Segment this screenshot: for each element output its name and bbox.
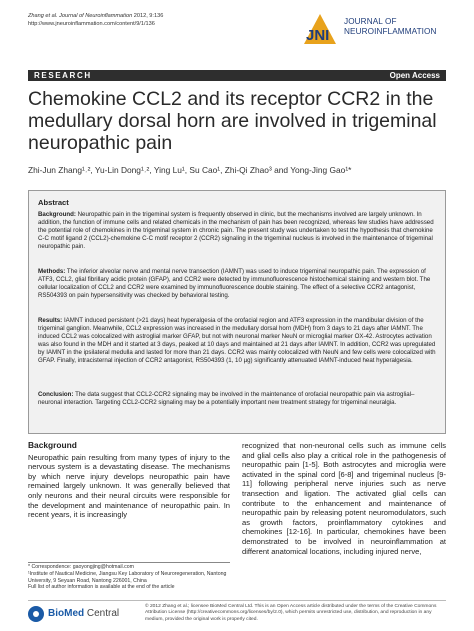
abstract-results <box>38 317 438 366</box>
citation-authors: Zhang et al. <box>28 13 58 19</box>
author-info-note: Full list of author information is available at the end of the article <box>28 584 175 591</box>
abstract-heading: Abstract <box>38 198 69 207</box>
article-url[interactable]: http://www.jneuroinflammation.com/content/9/1/136 <box>28 21 155 27</box>
article-type-bar <box>28 70 446 81</box>
abstract-results-label: Results: <box>38 317 63 324</box>
body-right-text: recognized that non-neuronal cells such as immune cells and glial cells also play a critical role in the pathogenesis of neuropathic pain [1-5]. Both astrocytes and microglia were activated in the spinal cord [6-8] and trigeminal nucleus [9-11] following peripheral nerve injuries such as nerve transection and ligation. The activated glial cells can contribute to the enhancement and maintenance of neuropathic pain by releasing potent neuromodulators, such as growth factors, proinflammatory cytokines and chemokines [12-16]. In particular, chemokines have been demonstrated to be involved in neuroinflammation at different anatomical locations, including injured nerve, <box>242 441 446 556</box>
section-heading-background: Background <box>28 440 77 450</box>
brand-rest: Central <box>84 608 120 619</box>
abstract-background <box>38 211 438 251</box>
abstract-conclusion-text: The data suggest that CCL2-CCR2 signaling may be involved in the maintenance of orofacial neuropathic pain via astroglial–neuronal interaction. Targeting CCL2-CCR2 signaling may be a potentially important new treatment strategy for trigeminal neuralgia. <box>38 391 415 407</box>
abstract-background-text: Neuropathic pain in the trigeminal system is frequently observed in clinic, but the mechanisms involved are largely unknown. In addition, the function of immune cells and related chemicals in the mechanism of pain has been recognized, whereas few studies have addressed the potential role of chemokines in the trigeminal system in chronic pain. The present study was undertaken to test the hypothesis that chemokine C-C motif ligand 2 (CCL2)-chemokine C-C motif receptor 2 (CCR2) signaling in the trigeminal nucleus is involved in the maintenance of trigeminal neuropathic pain. <box>38 211 434 251</box>
body-left-column <box>28 441 230 520</box>
citation-header <box>28 12 163 28</box>
footnotes <box>28 564 230 591</box>
abstract-methods-text: The inferior alveolar nerve and mental nerve transection (IAMNT) was used to induce trigeminal neuropathic pain. The expression of ATF3, CCL2, glial fibrillary acidic protein (GFAP), and CCR2 were detected by immunofluorescence histochemical staining and western blot. The cellular localization of CCL2 and CCR2 were examined by immunofluorescence double staining. The effect of a selective CCR2 antagonist, RS504393 on pain hypersensitivity was checked by behavioral testing. <box>38 268 431 300</box>
article-type-label: RESEARCH <box>34 71 92 80</box>
citation-journal: Journal of Neuroinflammation <box>59 13 133 19</box>
correspondence-note: * Correspondence: gaoyongjing@hotmail.com <box>28 564 134 570</box>
license-text: © 2012 Zhang et al.; licensee BioMed Central Ltd. This is an Open Access article distributed under the terms of the Creative Commons Attribution License (http://creativecommons.org/licenses/by/2.0), which permits unrestricted use, distribution, and reproduction in any medium, provided the original work is properly cited. <box>145 604 437 622</box>
abstract-methods <box>38 268 438 300</box>
abstract-box <box>28 190 446 434</box>
open-access-label: Open Access <box>389 71 440 80</box>
journal-logo <box>300 10 450 52</box>
citation-volume: 2012, 9:136 <box>133 13 164 19</box>
abstract-conclusion <box>38 391 438 407</box>
abstract-methods-label: Methods: <box>38 268 66 275</box>
logo-line-2: NEUROINFLAMMATION <box>344 26 437 36</box>
abstract-background-label: Background: <box>38 211 76 218</box>
logo-mark-text: JNI <box>306 27 330 44</box>
biomed-central-logo <box>28 604 148 624</box>
jni-logo-icon <box>300 10 342 48</box>
biomed-central-icon <box>28 606 44 622</box>
logo-wordmark <box>344 17 437 36</box>
article-title: Chemokine CCL2 and its receptor CCR2 in the medullary dorsal horn are involved in trigeminal neuropathic pain <box>28 88 437 154</box>
abstract-conclusion-label: Conclusion: <box>38 391 74 398</box>
affiliation-note: ¹Institute of Nautical Medicine, Jiangsu Key Laboratory of Neuroregeneration, Nantong University, 9 Seyuan Road, Nantong 226001, China <box>28 570 227 584</box>
body-left-text: Neuropathic pain resulting from many types of injury to the nervous system is a devastating disease. The mechanisms by which nerve injury develops neuropathic pain have remained largely unknown. It was generally believed that only neurons and their neural circuits were responsible for the development and maintenance of neuropathic pain. In recent years, it is increasingly <box>28 452 230 520</box>
footnote-divider <box>28 562 230 563</box>
body-right-column <box>242 441 446 556</box>
brand-bold: BioMed <box>48 608 85 619</box>
abstract-results-text: IAMNT induced persistent (>21 days) heat hyperalgesia of the orofacial region and ATF3 expression in the mandibular division of the trigeminal ganglion. Meanwhile, CCL2 expression was increased in the medullary dorsal horn (MDH) from 3 days to 21 days after IAMNT. The induced CCL2 was colocalized with astroglial marker GFAP, but not with neuronal marker NeuN or microglial marker OX-42. Astrocytes activation was also found in the MDH and it started at 3 days, peaked at 10 days and maintained at 21 days after IAMNT. In addition, CCR2 was upregulated by IAMNT in the ipsilateral medulla and lasted for more than 21 days. CCR2 was mainly colocalized with NeuN and few cells were colocalized with GFAP. Finally, intracisternal injection of CCR2 antagonist, RS504393 (1, 10 µg) significantly attenuated IAMNT-induced heat hyperalgesia. <box>38 317 436 365</box>
author-list: Zhi-Jun Zhang¹˒², Yu-Lin Dong¹˒², Ying Lu¹, Su Cao¹, Zhi-Qi Zhao³ and Yong-Jing Gao¹* <box>28 165 352 175</box>
footer-divider <box>28 600 446 601</box>
logo-line-1: JOURNAL OF <box>344 17 397 26</box>
biomed-central-wordmark <box>48 608 119 619</box>
